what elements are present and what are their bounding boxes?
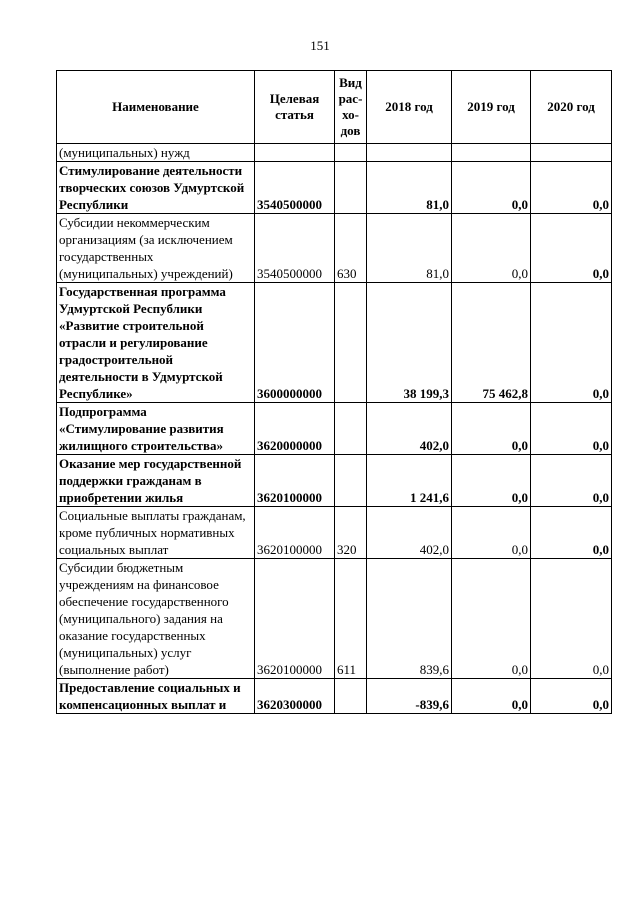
row-2018: 81,0 bbox=[367, 162, 452, 214]
page-number: 151 bbox=[310, 38, 330, 53]
row-name: Государственная программа Удмуртской Республики «Развитие строительной отрасли и регулирование градостроительной деятельности в Удмуртской Республике» bbox=[57, 283, 255, 403]
row-2018: 839,6 bbox=[367, 559, 452, 679]
row-2020: 0,0 bbox=[531, 162, 612, 214]
row-2020 bbox=[531, 144, 612, 162]
row-2020: 0,0 bbox=[531, 507, 612, 559]
row-code: 3620000000 bbox=[255, 403, 335, 455]
row-2018 bbox=[367, 144, 452, 162]
row-2019 bbox=[452, 144, 531, 162]
header-name: Наименование bbox=[57, 71, 255, 144]
row-2018: -839,6 bbox=[367, 679, 452, 714]
row-name: Субсидии бюджетным учреждениям на финансовое обеспечение государственного (муниципального) задания на оказание государственных (муниципальных) услуг (выполнение работ) bbox=[57, 559, 255, 679]
row-kind bbox=[335, 403, 367, 455]
row-code: 3540500000 bbox=[255, 214, 335, 283]
row-name: Подпрограмма «Стимулирование развития жилищного строительства» bbox=[57, 403, 255, 455]
row-2020: 0,0 bbox=[531, 679, 612, 714]
table-row bbox=[57, 679, 612, 714]
row-2020: 0,0 bbox=[531, 559, 612, 679]
row-name: (муниципальных) нужд bbox=[57, 144, 255, 162]
row-2019: 0,0 bbox=[452, 214, 531, 283]
row-kind bbox=[335, 679, 367, 714]
row-kind bbox=[335, 455, 367, 507]
row-2018: 81,0 bbox=[367, 214, 452, 283]
row-kind bbox=[335, 283, 367, 403]
row-2020: 0,0 bbox=[531, 283, 612, 403]
row-code: 3600000000 bbox=[255, 283, 335, 403]
row-name: Социальные выплаты гражданам, кроме публичных нормативных социальных выплат bbox=[57, 507, 255, 559]
row-name: Стимулирование деятельности творческих союзов Удмуртской Республики bbox=[57, 162, 255, 214]
row-kind: 630 bbox=[335, 214, 367, 283]
table-row bbox=[57, 559, 612, 679]
header-2020: 2020 год bbox=[531, 71, 612, 144]
table-row bbox=[57, 507, 612, 559]
header-2018: 2018 год bbox=[367, 71, 452, 144]
table-row bbox=[57, 214, 612, 283]
row-code: 3540500000 bbox=[255, 162, 335, 214]
row-code: 3620100000 bbox=[255, 455, 335, 507]
row-2020: 0,0 bbox=[531, 214, 612, 283]
table-row bbox=[57, 144, 612, 162]
row-code: 3620100000 bbox=[255, 559, 335, 679]
row-2018: 1 241,6 bbox=[367, 455, 452, 507]
row-2019: 0,0 bbox=[452, 679, 531, 714]
header-2019: 2019 год bbox=[452, 71, 531, 144]
row-2019: 0,0 bbox=[452, 403, 531, 455]
row-code: 3620100000 bbox=[255, 507, 335, 559]
row-code: 3620300000 bbox=[255, 679, 335, 714]
row-2018: 402,0 bbox=[367, 403, 452, 455]
row-2019: 0,0 bbox=[452, 162, 531, 214]
row-kind: 611 bbox=[335, 559, 367, 679]
row-2018: 38 199,3 bbox=[367, 283, 452, 403]
table-row bbox=[57, 455, 612, 507]
budget-table bbox=[56, 70, 612, 714]
row-2019: 0,0 bbox=[452, 455, 531, 507]
header-kind: Вид рас-хо-дов bbox=[335, 71, 367, 144]
row-name: Предоставление социальных и компенсационных выплат и bbox=[57, 679, 255, 714]
row-name: Оказание мер государственной поддержки гражданам в приобретении жилья bbox=[57, 455, 255, 507]
table-header-row bbox=[57, 71, 612, 144]
row-name: Субсидии некоммерческим организациям (за исключением государственных (муниципальных) учреждений) bbox=[57, 214, 255, 283]
row-kind: 320 bbox=[335, 507, 367, 559]
row-2019: 0,0 bbox=[452, 559, 531, 679]
row-2020: 0,0 bbox=[531, 403, 612, 455]
row-kind bbox=[335, 162, 367, 214]
row-2018: 402,0 bbox=[367, 507, 452, 559]
row-2020: 0,0 bbox=[531, 455, 612, 507]
row-2019: 0,0 bbox=[452, 507, 531, 559]
header-target: Целевая статья bbox=[255, 71, 335, 144]
row-kind bbox=[335, 144, 367, 162]
table-row bbox=[57, 403, 612, 455]
row-code bbox=[255, 144, 335, 162]
row-2019: 75 462,8 bbox=[452, 283, 531, 403]
table-row bbox=[57, 283, 612, 403]
table-row bbox=[57, 162, 612, 214]
